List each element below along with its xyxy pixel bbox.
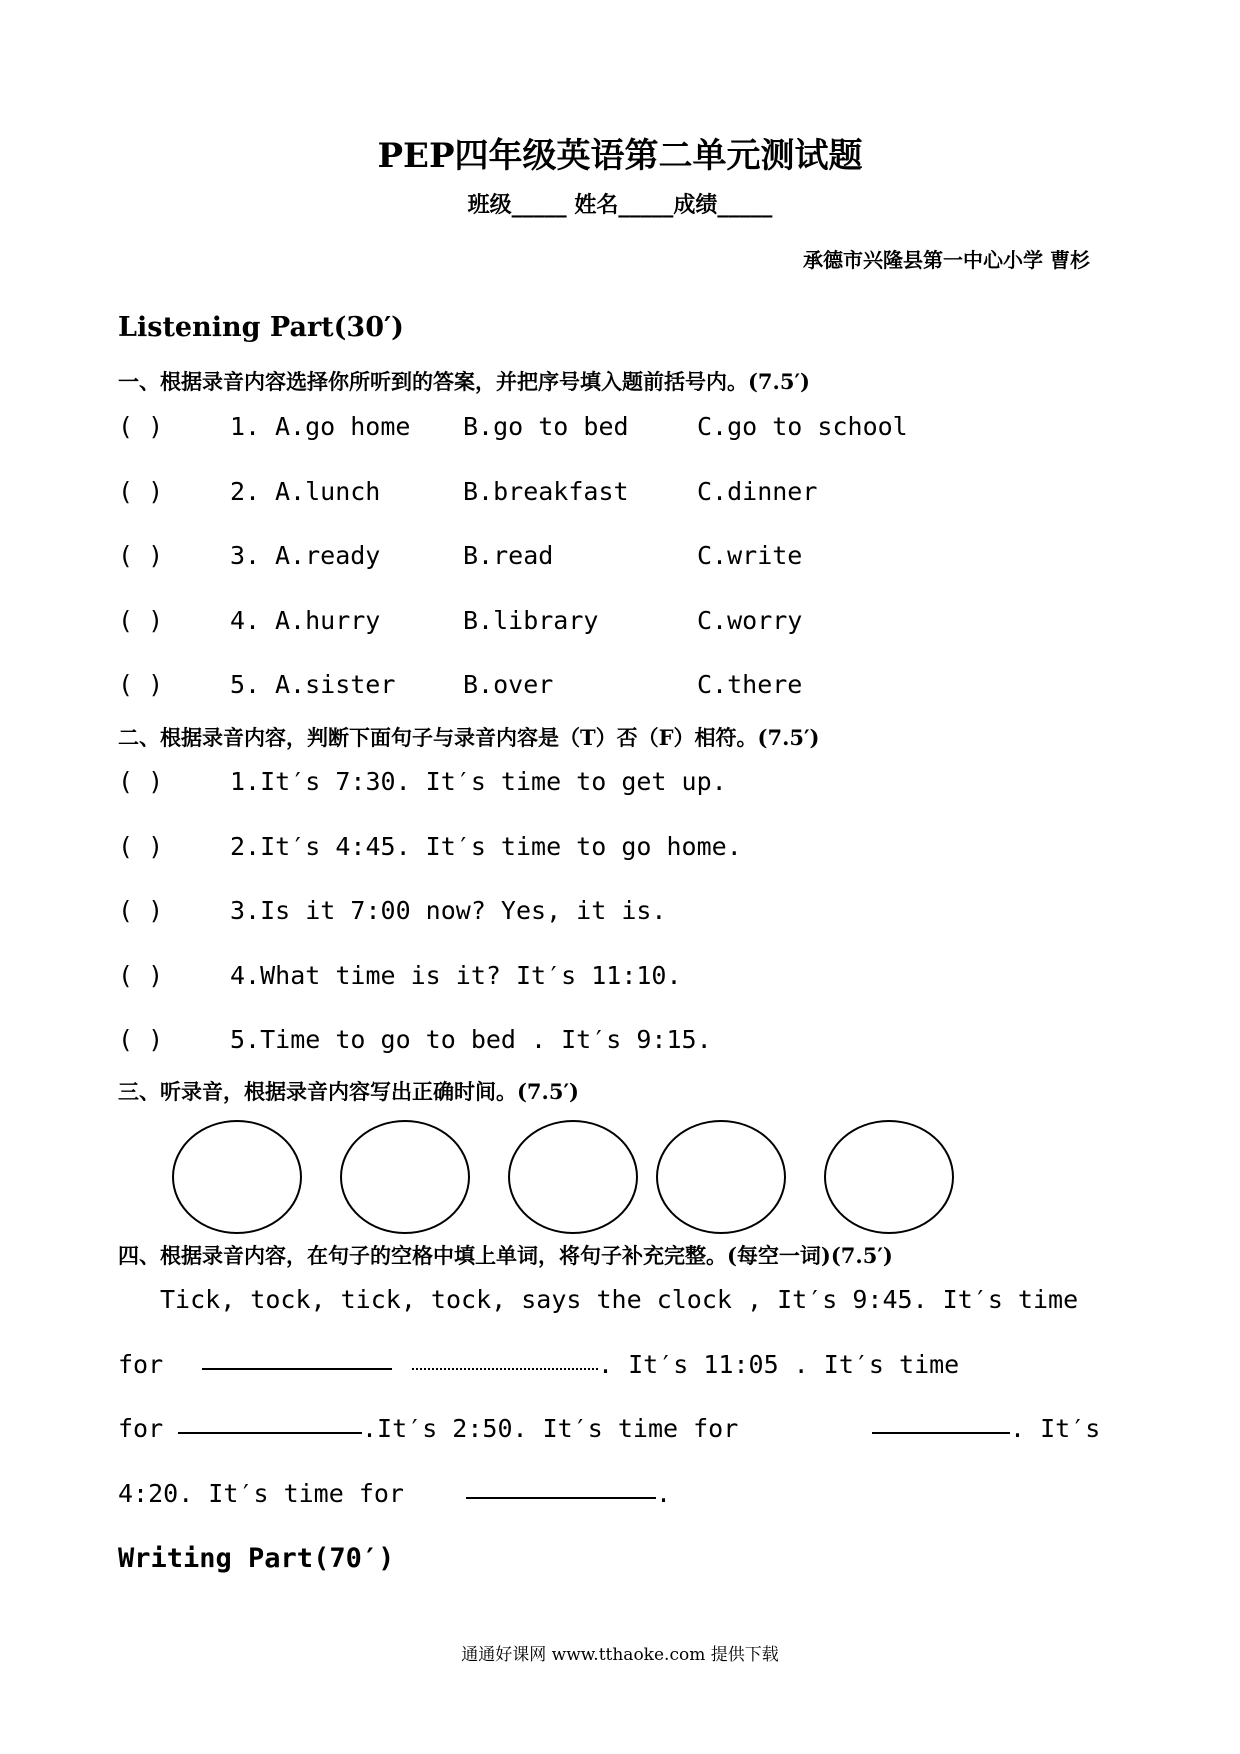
answer-paren[interactable]: ( ) [118, 1025, 164, 1054]
answer-paren[interactable]: ( ) [118, 832, 164, 861]
clock-answer-circle[interactable] [508, 1120, 638, 1234]
section1-item-1 [118, 412, 163, 441]
option-c: C.write [697, 541, 803, 570]
option-b: B.breakfast [463, 477, 629, 506]
author-line: 承德市兴隆县第一中心小学 曹杉 [803, 248, 1090, 272]
writing-part-title: Writing Part(70′) [118, 1543, 395, 1574]
statement-text: 4.What time is it? It′s 11:10. [230, 961, 682, 990]
section4-heading: 四、根据录音内容，在句子的空格中填上单词，将句子补充完整。(每空一词)(7.5′) [118, 1243, 893, 1268]
fill-blank[interactable] [466, 1479, 656, 1499]
item-number: 1. [230, 412, 261, 441]
clock-answer-circle[interactable] [824, 1120, 954, 1234]
statement-text: 5.Time to go to bed . It′s 9:15. [230, 1025, 712, 1054]
answer-paren[interactable]: ( ) [118, 896, 164, 925]
option-a: A.lunch [275, 477, 381, 506]
fill-blank[interactable] [412, 1350, 598, 1370]
cloze-text: 4:20. It′s time for [118, 1479, 404, 1508]
item-number: 4. [230, 606, 261, 635]
cloze-text: . It′s [1010, 1414, 1101, 1443]
section2-heading: 二、根据录音内容，判断下面句子与录音内容是（T）否（F）相符。(7.5′) [118, 725, 820, 750]
fill-blank[interactable] [872, 1414, 1010, 1434]
section1-item-4 [118, 606, 163, 635]
page-title: PEP四年级英语第二单元测试题 [377, 136, 863, 176]
section1-item-2 [118, 477, 163, 506]
answer-paren[interactable]: ( ) [118, 961, 164, 990]
clock-answer-circle[interactable] [172, 1120, 302, 1234]
cloze-text: . [656, 1479, 672, 1508]
option-c: C.worry [697, 606, 803, 635]
option-a: A.sister [275, 670, 396, 699]
item-number: 5. [230, 670, 261, 699]
cloze-text: . It′s 11:05 . It′s time [598, 1350, 960, 1379]
option-b: B.library [463, 606, 599, 635]
cloze-word: for [118, 1414, 164, 1443]
footer-text: 通通好课网 www.tthaoke.com 提供下载 [461, 1645, 779, 1665]
section3-heading: 三、听录音，根据录音内容写出正确时间。(7.5′) [118, 1079, 579, 1104]
option-c: C.go to school [697, 412, 908, 441]
option-b: B.go to bed [463, 412, 629, 441]
item-number: 3. [230, 541, 261, 570]
answer-paren[interactable]: ( ) [118, 606, 164, 635]
option-a: A.hurry [275, 606, 381, 635]
item-number: 2. [230, 477, 261, 506]
section1-heading: 一、根据录音内容选择你所听到的答案，并把序号填入题前括号内。(7.5′) [118, 369, 810, 394]
statement-text: 2.It′s 4:45. It′s time to go home. [230, 832, 742, 861]
answer-paren[interactable]: ( ) [118, 767, 164, 796]
option-c: C.there [697, 670, 803, 699]
statement-text: 3.Is it 7:00 now? Yes, it is. [230, 896, 667, 925]
listening-part-title: Listening Part(30′) [118, 312, 404, 343]
fill-blank[interactable] [178, 1414, 362, 1434]
option-b: B.over [463, 670, 554, 699]
section1-item-5 [118, 670, 163, 699]
clock-answer-circle[interactable] [656, 1120, 786, 1234]
option-c: C.dinner [697, 477, 818, 506]
option-a: A.go home [275, 412, 411, 441]
option-b: B.read [463, 541, 554, 570]
student-info-line: 班级_____ 姓名_____成绩_____ [467, 192, 773, 218]
fill-blank[interactable] [202, 1350, 392, 1370]
cloze-word: for [118, 1350, 164, 1379]
cloze-line-1: Tick, tock, tick, tock, says the clock , It′s 9:45. It′s time [160, 1285, 1079, 1314]
answer-paren[interactable]: ( ) [118, 541, 164, 570]
clock-answer-circle[interactable] [340, 1120, 470, 1234]
cloze-text: .It′s 2:50. It′s time for [362, 1414, 739, 1443]
statement-text: 1.It′s 7:30. It′s time to get up. [230, 767, 727, 796]
option-a: A.ready [275, 541, 381, 570]
answer-paren[interactable]: ( ) [118, 670, 164, 699]
answer-paren[interactable]: ( ) [118, 477, 164, 506]
section1-item-3 [118, 541, 163, 570]
answer-paren[interactable]: ( ) [118, 412, 164, 441]
